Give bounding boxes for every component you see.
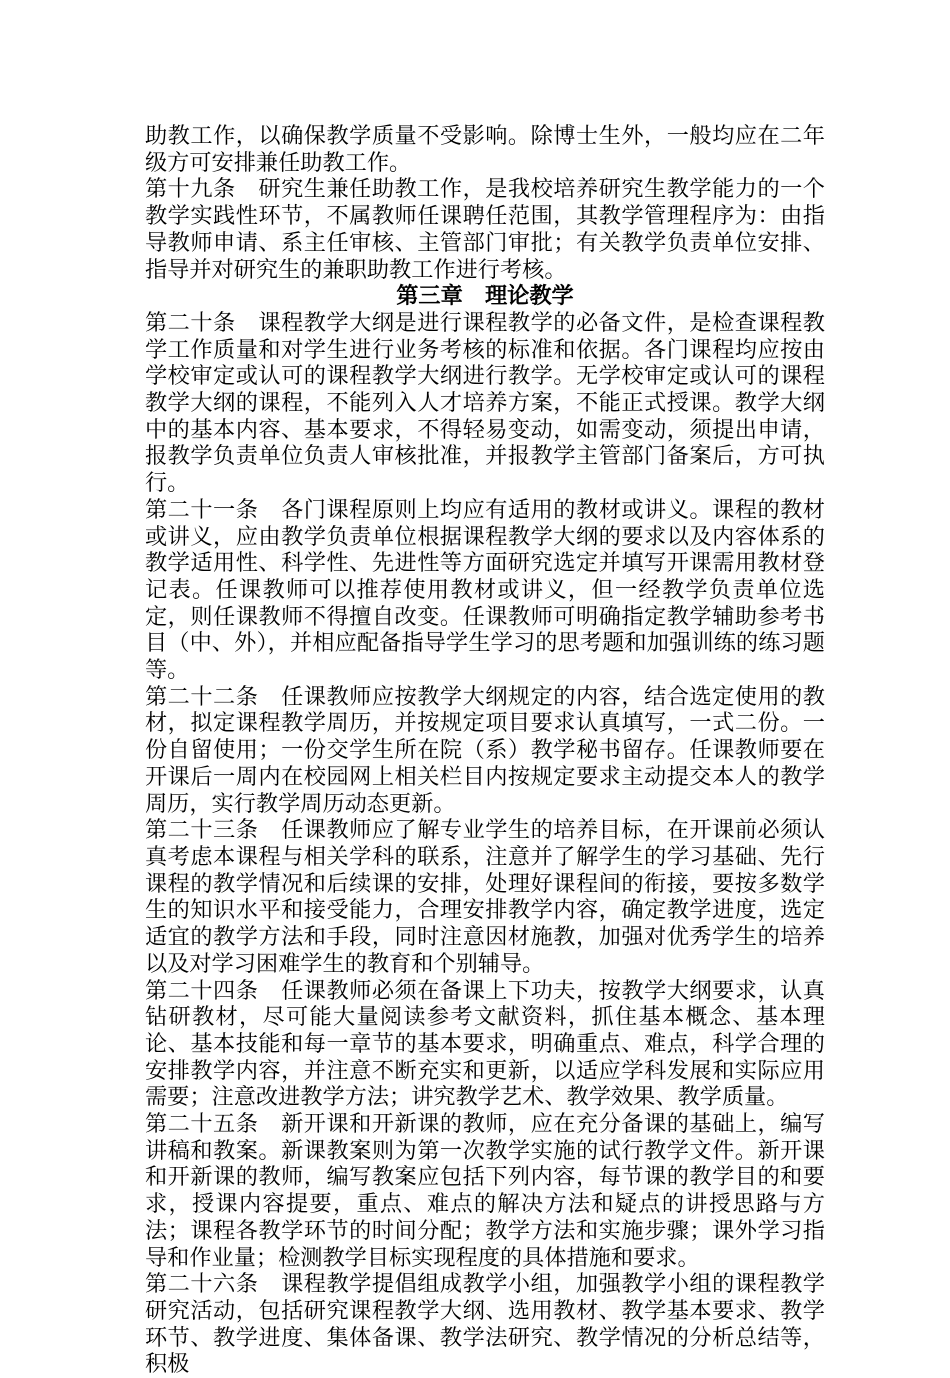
article-23: 第二十三条 任课教师应了解专业学生的培养目标，在开课前必须认真考虑本课程与相关学科的联系，注意并了解学生的学习基础、先行课程的教学情况和后续课的安排，处理好课程间的衔接，要按多数学生的知识水平和接受能力，合理安排教学内容，确定教学进度，选定适宜的教学方法和手段，同时注意因材施教，加强对优秀学生的培养以及对学习困难学生的教育和个别辅导。: [145, 817, 825, 977]
article-22: 第二十二条 任课教师应按教学大纲规定的内容，结合选定使用的教材，拟定课程教学周历，并按规定项目要求认真填写，一式二份。一份自留使用；一份交学生所在院（系）教学秘书留存。任课教师要在开课后一周内在校园网上相关栏目内按规定要求主动提交本人的教学周历，实行教学周历动态更新。: [145, 683, 825, 817]
chapter-heading: 第三章 理论教学: [396, 283, 574, 310]
document-page: [145, 123, 825, 1378]
article-20: 第二十条 课程教学大纲是进行课程教学的必备文件，是检查课程教学工作质量和对学生进行业务考核的标准和依据。各门课程均应按由学校审定或认可的课程教学大纲进行教学。无学校审定或认可的课程教学大纲的课程，不能列入人才培养方案，不能正式授课。教学大纲中的基本内容、基本要求，不得轻易变动，如需变动，须提出申请，报教学负责单位负责人审核批准，并报教学主管部门备案后，方可执行。: [145, 309, 825, 497]
article-24: 第二十四条 任课教师必须在备课上下功夫，按教学大纲要求，认真钻研教材，尽可能大量阅读参考文献资料，抓住基本概念、基本理论、基本技能和每一章节的基本要求，明确重点、难点，科学合理的安排教学内容，并注意不断充实和更新，以适应学科发展和实际应用需要；注意改进教学方法；讲究教学艺术、教学效果、教学质量。: [145, 977, 825, 1111]
article-25: 第二十五条 新开课和开新课的教师，应在充分备课的基础上，编写讲稿和教案。新课教案则为第一次教学实施的试行教学文件。新开课和开新课的教师，编写教案应包括下列内容，每节课的教学目的和要求，授课内容提要，重点、难点的解决方法和疑点的讲授思路与方法；课程各教学环节的时间分配；教学方法和实施步骤；课外学习指导和作业量；检测教学目标实现程度的具体措施和要求。: [145, 1111, 825, 1271]
article-19: 第十九条 研究生兼任助教工作，是我校培养研究生教学能力的一个教学实践性环节，不属教师任课聘任范围，其教学管理程序为：由指导教师申请、系主任审核、主管部门审批；有关教学负责单位安排、指导并对研究生的兼职助教工作进行考核。: [145, 176, 825, 283]
paragraph-assistant-teaching-end: 助教工作，以确保教学质量不受影响。除博士生外，一般均应在二年级方可安排兼任助教工作。: [145, 123, 825, 176]
article-21: 第二十一条 各门课程原则上均应有适用的教材或讲义。课程的教材或讲义，应由教学负责单位根据课程教学大纲的要求以及内容体系的教学适用性、科学性、先进性等方面研究选定并填写开课需用教材登记表。任课教师可以推荐使用教材或讲义，但一经教学负责单位选定，则任课教师不得擅自改变。任课教师可明确指定教学辅助参考书目（中、外），并相应配备指导学生学习的思考题和加强训练的练习题等。: [145, 496, 825, 684]
article-26: 第二十六条 课程教学提倡组成教学小组，加强教学小组的课程教学研究活动，包括研究课程教学大纲、选用教材、教学基本要求、教学环节、教学进度、集体备课、教学法研究、教学情况的分析总结等，积极: [145, 1271, 825, 1378]
